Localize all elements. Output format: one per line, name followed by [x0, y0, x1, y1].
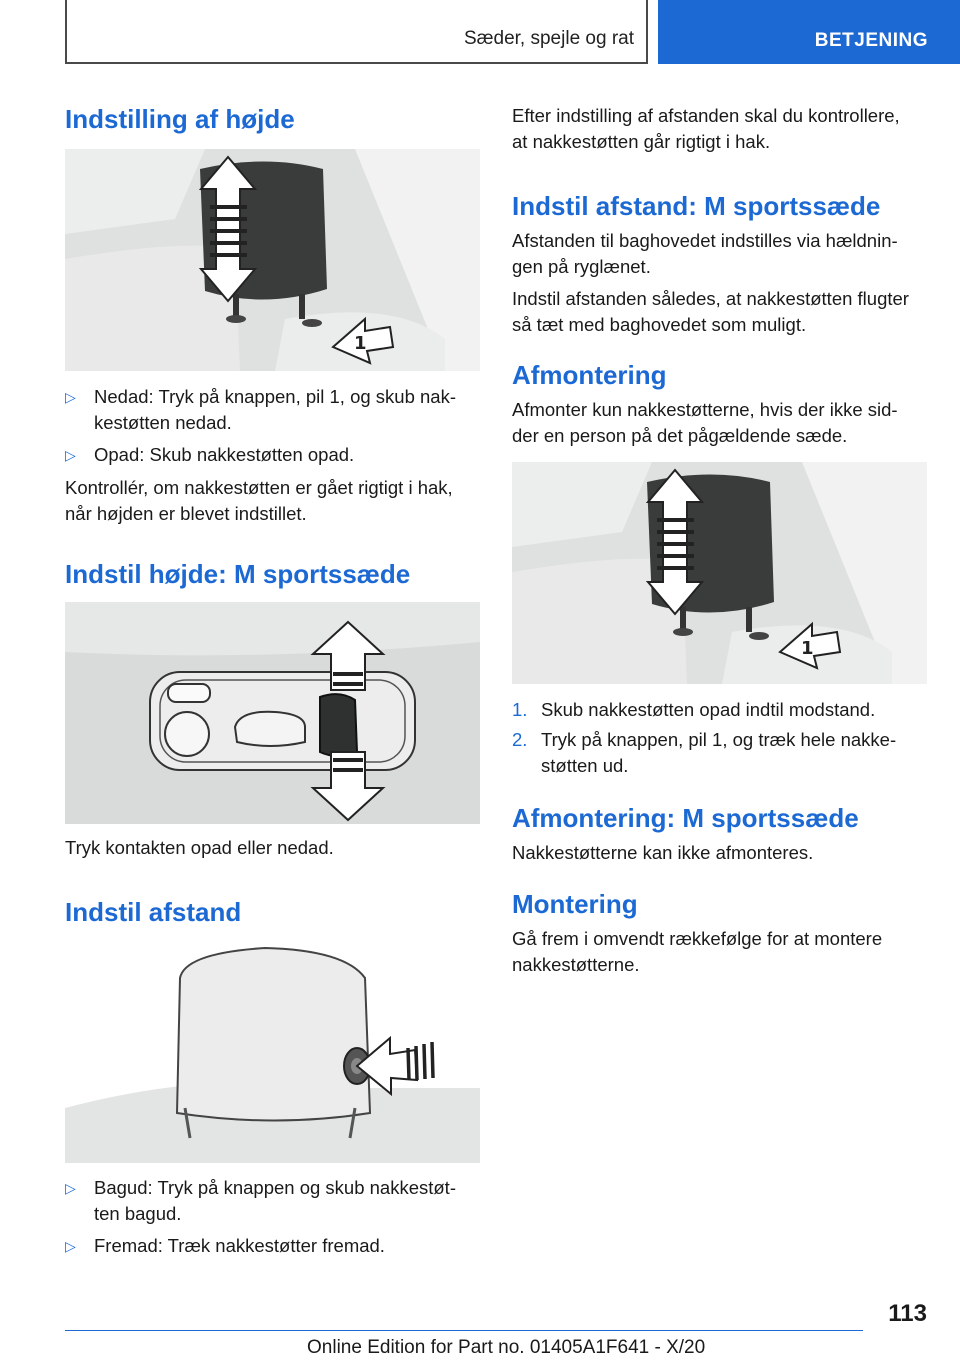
figure-m-seat-switch	[65, 602, 480, 824]
step-number: 2.	[512, 729, 528, 750]
list-item	[65, 1175, 480, 1227]
step-text: Skub nakkestøtten opad indtil modstand.	[541, 699, 876, 720]
figure-headrest-removal	[512, 462, 927, 684]
bullet-text: Bagud: Tryk på knappen og skub nakkestøt- ten bagud.	[94, 1177, 456, 1224]
step-number: 1.	[512, 699, 528, 720]
heading-distance-m-seat: Indstil afstand: M sportssæde	[512, 191, 881, 221]
page-number: 113	[888, 1300, 927, 1327]
distance-m-paragraph-2: Indstil afstanden således, at nakkestøtten flugter så tæt med baghovedet som muligt.	[512, 288, 909, 335]
section-title: Sæder, spejle og rat	[463, 28, 634, 49]
figure-headrest-distance	[65, 938, 480, 1163]
footer-divider	[65, 1330, 863, 1331]
chapter-tab	[658, 0, 960, 64]
list-item	[65, 1233, 480, 1259]
after-adjust-paragraph: Efter indstilling af afstanden skal du kontrollere, at nakkestøtten går rigtigt i hak.	[512, 105, 900, 152]
arrow-label-1: 1	[354, 333, 367, 354]
heading-distance-adjust: Indstil afstand	[65, 897, 242, 927]
triangle-bullet-icon: ▷	[65, 447, 76, 463]
list-item	[65, 442, 480, 468]
bullet-text: Nedad: Tryk på knappen, pil 1, og skub nak- kestøtten nedad.	[94, 386, 456, 433]
step-text: Tryk på knappen, pil 1, og træk hele nakke- støtten ud.	[541, 729, 897, 776]
section-tab	[65, 0, 648, 64]
bullet-text: Opad: Skub nakkestøtten opad.	[94, 444, 355, 465]
mounting-paragraph: Gå frem i omvendt rækkefølge for at montere nakkestøtterne.	[512, 928, 883, 975]
bullet-text: Fremad: Træk nakkestøtter fremad.	[94, 1235, 385, 1256]
heading-height-m-seat: Indstil højde: M sportssæde	[65, 559, 411, 589]
list-item	[512, 697, 927, 723]
distance-m-paragraph-1: Afstanden til baghovedet indstilles via hældnin- gen på ryglænet.	[512, 230, 898, 277]
chapter-title: BETJENING	[814, 30, 928, 51]
check-paragraph: Kontrollér, om nakkestøtten er gået rigtigt i hak, når højden er blevet indstillet.	[65, 477, 453, 524]
removal-paragraph: Afmonter kun nakkestøtterne, hvis der ikke sid- der en person på det pågældende sæde.	[512, 399, 898, 446]
list-item	[512, 727, 927, 779]
figure-headrest-height	[65, 149, 480, 371]
heading-height-adjust: Indstilling af højde	[65, 104, 295, 134]
page-header	[0, 0, 960, 66]
removal-m-paragraph: Nakkestøtterne kan ikke afmonteres.	[512, 842, 814, 863]
triangle-bullet-icon: ▷	[65, 1180, 76, 1196]
switch-instruction: Tryk kontakten opad eller nedad.	[65, 837, 334, 858]
heading-removal-m-seat: Afmontering: M sportssæde	[512, 803, 859, 833]
edition-footer: Online Edition for Part no. 01405A1F641 - X/20	[307, 1337, 706, 1358]
list-item	[65, 384, 480, 436]
heading-removal: Afmontering	[512, 360, 667, 390]
triangle-bullet-icon: ▷	[65, 389, 76, 405]
arrow-label-1: 1	[801, 638, 814, 659]
triangle-bullet-icon: ▷	[65, 1238, 76, 1254]
heading-mounting: Montering	[512, 889, 638, 919]
